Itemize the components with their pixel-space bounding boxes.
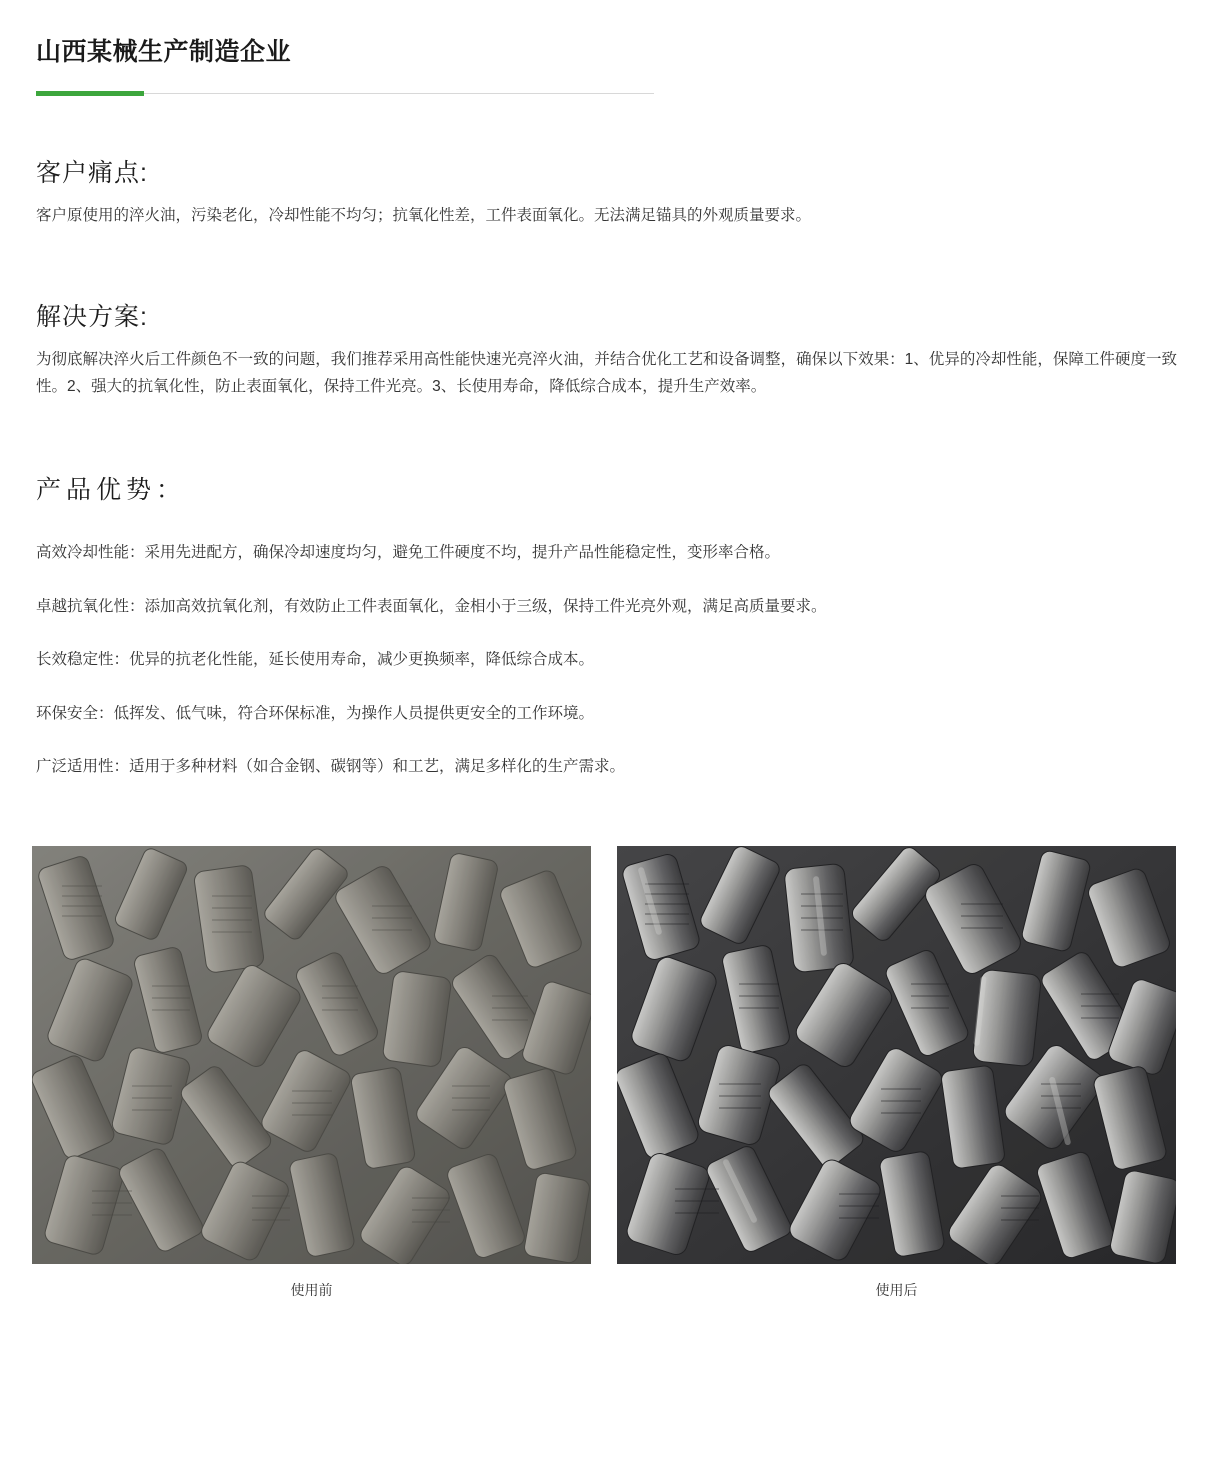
photo-caption-before: 使用前 — [290, 1282, 333, 1299]
list-item: 卓越抗氧化性：添加高效抗氧化剂，有效防止工件表面氧化，金相小于三级，保持工件光亮外观，满足高质量要求。 — [36, 597, 827, 615]
section-heading-solution: 解决方案: — [36, 303, 148, 332]
page-title: 山西某械生产制造企业 — [36, 38, 292, 66]
photo-caption-after: 使用后 — [875, 1282, 918, 1299]
section-solution — [36, 297, 1177, 400]
section-body-solution: 为彻底解决淬火后工件颜色不一致的问题，我们推荐采用高性能快速光亮淬火油，并结合优化工艺和设备调整，确保以下效果：1、优异的冷却性能，保障工件硬度一致性。2、强大的抗氧化性，防止表面氧化，保持工件光亮。3、长使用寿命，降低综合成本，提升生产效率。 — [36, 351, 1177, 395]
list-item: 广泛适用性：适用于多种材料（如合金钢、碳钢等）和工艺，满足多样化的生产需求。 — [36, 757, 626, 775]
advantages-list — [36, 540, 1177, 780]
metal-parts-after-photo — [617, 846, 1176, 1264]
photo-block-after — [617, 846, 1176, 1300]
list-item: 高效冷却性能：采用先进配方，确保冷却速度均匀，避免工件硬度不均，提升产品性能稳定性，变形率合格。 — [36, 544, 781, 562]
photo-comparison — [32, 846, 1177, 1300]
section-heading-customer-pain: 客户痛点: — [36, 158, 148, 187]
section-heading-advantages: 产品优势： — [36, 476, 187, 505]
title-divider — [36, 91, 654, 97]
section-customer-pain — [36, 153, 1177, 230]
section-body-customer-pain: 客户原使用的淬火油，污染老化，冷却性能不均匀；抗氧化性差，工件表面氧化。无法满足锚具的外观质量要求。 — [36, 206, 812, 224]
metal-parts-before-photo — [32, 846, 591, 1264]
section-advantages — [36, 470, 1177, 780]
list-item: 长效稳定性：优异的抗老化性能，延长使用寿命，减少更换频率，降低综合成本。 — [36, 651, 595, 669]
divider-accent — [36, 91, 144, 96]
list-item: 环保安全：低挥发、低气味，符合环保标准，为操作人员提供更安全的工作环境。 — [36, 704, 595, 722]
photo-block-before — [32, 846, 591, 1300]
